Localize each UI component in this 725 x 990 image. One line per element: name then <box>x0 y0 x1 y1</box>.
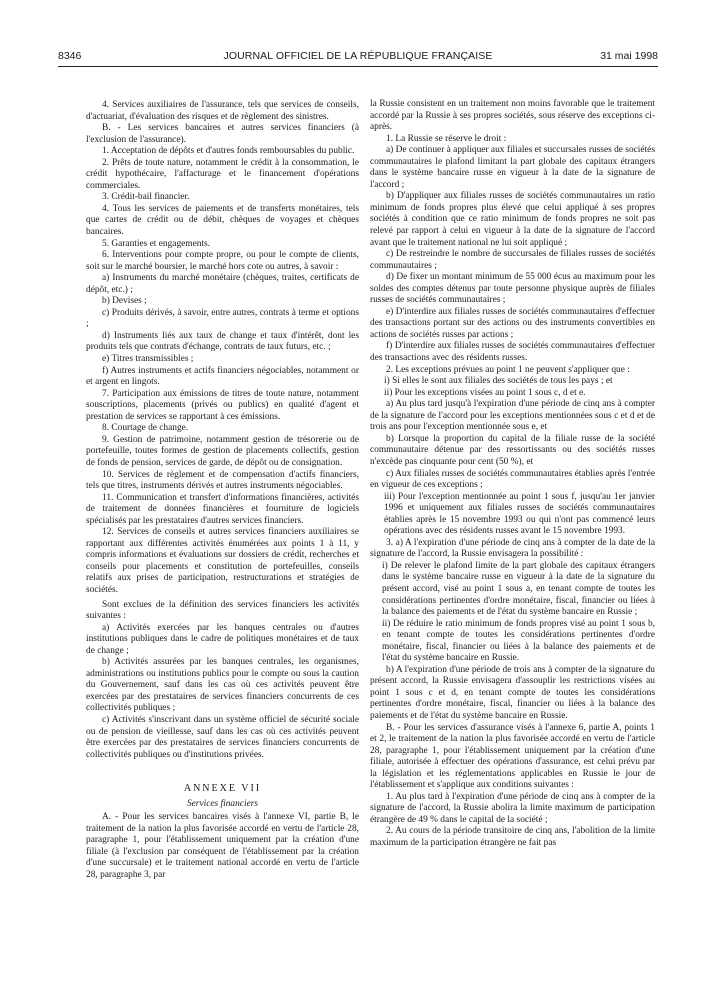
paragraph: 2. Les exceptions prévues au point 1 ne peuvent s'appliquer que : <box>386 364 630 375</box>
paragraph: e) Titres transmissibles ; <box>102 354 194 365</box>
paragraph: a) Au plus tard jusqu'à l'expiration d'une période de cinq ans à compter de la signature de l'accord pour les exceptions mentionnées sous c et d et de trois ans pour l'exception mentionnée sous e, et <box>370 399 655 433</box>
paragraph: i) De relever le plafond limite de la part globale des capitaux étrangers dans le système bancaire russe en vigueur à la date de la signature du présent accord, visé au point 1 sous a, en tenant compte de toutes les considérations pertinentes d'ordre monétaire, fiscal, financier ou liées à la balance des paiements et de l'état du système bancaire en Russie ; <box>382 560 655 618</box>
paragraph: b) Activités assurées par les banques centrales, les organismes, administrations ou institutions publics pour le compte ou sous la caution du Gouvernement, sauf dans les cas où ces activités peuvent être exercées par des prestataires de services financiers concurrents de ces collectivités publiques ; <box>86 657 359 714</box>
paragraph: la Russie consistent en un traitement non moins favorable que le traitement accordé par la Russie à ses propres sociétés, sous réserve des exceptions ci-après. <box>370 99 655 133</box>
paragraph: b) D'appliquer aux filiales russes de sociétés communautaires un ratio minimum de fonds propres plus élevé que celui appliqué à ses propres sociétés à condition que ce ratio minimum de fonds propres ne soit pas relevé par rapport à celui en vigueur à la date de la signature de l'accord avant que le traitement national ne lui soit appliqué ; <box>370 191 655 248</box>
paragraph: d) Instruments liés aux taux de change et taux d'intérêt, dont les produits tels que contrats d'échange, contrats de taux futurs, etc. ; <box>86 330 359 353</box>
paragraph: c) Aux filiales russes de sociétés communautaires établies après l'entrée en vigueur de ces exceptions ; <box>370 468 655 491</box>
paragraph: 5. Garanties et engagements. <box>102 238 211 249</box>
paragraph: B. - Pour les services d'assurance visés à l'annexe 6, partie A, points 1 et 2, le traitement de la nation la plus favorisée accordé en vertu de l'article 28, paragraphe 1, pour l'établissement uniquement par la création d'une filiale, autorisée à effectuer des opérations d'assurance, est celui prévu par la législation et les réglementations applicables en Russie le jour de l'établissement et s'applique aux conditions suivantes : <box>370 722 655 791</box>
paragraph: f) D'interdire aux filiales russes de sociétés communautaires d'effectuer des transactions avec des résidents russes. <box>370 341 655 364</box>
paragraph: c) Activités s'inscrivant dans un système officiel de sécurité sociale ou de pension de vieillesse, sauf dans les cas où ces activités peuvent être exercées par des prestataires de services financiers concurrents de collectivités publiques ou d'institutions privées. <box>86 714 359 760</box>
paragraph: a) Activités exercées par les banques centrales ou d'autres institutions publiques dans le cadre de politiques monétaires et de taux de change ; <box>86 622 359 656</box>
paragraph: d) De fixer un montant minimum de 55 000 écus au maximum pour les soldes des comptes détenus par toute personne physique auprès de filiales russes de sociétés communautaires ; <box>370 272 655 306</box>
annex-subtitle: Services financiers <box>186 798 259 809</box>
paragraph: 10. Services de règlement et de compensation d'actifs financiers, tels que titres, instruments dérivés et autres instruments négociables. <box>86 469 359 492</box>
paragraph: 11. Communication et transfert d'informations financières, activités de traitement de données financières et fourniture de logiciels spécialisés par les prestataires d'autres services financiers. <box>86 492 359 526</box>
page-header <box>58 50 658 66</box>
paragraph: e) D'interdire aux filiales russes de sociétés communautaires d'effectuer des transactions portant sur des actions ou des instruments convertibles en actions de sociétés russes par actions ; <box>370 306 655 340</box>
publication-date: 31 mai 1998 <box>600 50 658 62</box>
page-number: 8346 <box>58 50 82 62</box>
paragraph: a) Instruments du marché monétaire (chèques, traites, certificats de dépôt, etc.) ; <box>86 273 359 295</box>
paragraph: ii) Pour les exceptions visées au point 1 sous c, d et e. <box>384 387 586 398</box>
paragraph: ii) De réduire le ratio minimum de fonds propres visé au point 1 sous b, en tenant compte de toutes les considérations pertinentes d'ordre monétaire, fiscal, financier ou liées à la balance des paiements et de l'état du système bancaire en Russie. <box>382 618 655 664</box>
paragraph: a) De continuer à appliquer aux filiales et succursales russes de sociétés communautaires le plafond limitant la part globale des capitaux étrangers dans le système bancaire russe en vigueur à la date de la signature de l'accord ; <box>370 145 655 190</box>
paragraph: 9. Gestion de patrimoine, notamment gestion de trésorerie ou de portefeuille, toutes formes de gestion de placements collectifs, gestion de fonds de pension, services de garde, de dépôt ou de consignation. <box>86 434 359 468</box>
paragraph: 2. Au cours de la période transitoire de cinq ans, l'abolition de la limite maximum de la participation étrangère ne fait pas <box>370 826 655 848</box>
paragraph: 4. Services auxiliaires de l'assurance, tels que services de conseils, d'actuariat, d'évaluation des risques et de règlement des sinistres. <box>86 100 359 122</box>
left-column <box>86 100 359 882</box>
paragraph: iii) Pour l'exception mentionnée au point 1 sous f, jusqu'au 1er janvier 1996 et uniquement aux filiales russes de sociétés communautaires établies après le 15 novembre 1993 ou qui n'ont pas commencé leurs opérations avec des résidents russes avant le 15 novembre 1993. <box>384 491 655 537</box>
paragraph: b) Lorsque la proportion du capital de la filiale russe de la société communautaire détenue par des ressortissants ou des sociétés russes n'excède pas cinquante pour cent (50 %), et <box>370 433 655 467</box>
annex-title: ANNEXE VII <box>183 783 262 795</box>
paragraph: 7. Participation aux émissions de titres de toute nature, notamment souscriptions, placements (privés ou publics) en qualité d'agent et prestation de services se rapportant à ces émissions. <box>86 388 359 422</box>
paragraph: i) Si elles le sont aux filiales des sociétés de tous les pays ; et <box>384 376 613 387</box>
paragraph: 12. Services de conseils et autres services financiers auxiliaires se rapportant aux différentes activités énumérées aux points 1 à 11, y compris informations et évaluations sur dossiers de crédit, recherches et conseils pour placements et constitution de portefeuilles, conseils relatifs aux prises de participation, restructurations et stratégies de sociétés. <box>86 527 359 595</box>
paragraph: c) De restreindre le nombre de succursales de filiales russes de sociétés communautaires ; <box>370 249 655 271</box>
paragraph: B. - Les services bancaires et autres services financiers (à l'exclusion de l'assurance). <box>86 123 359 145</box>
paragraph: 1. Acceptation de dépôts et d'autres fonds remboursables du public. <box>102 146 355 157</box>
paragraph: b) Devises ; <box>102 296 147 307</box>
paragraph: c) Produits dérivés, à savoir, entre autres, contrats à terme et options ; <box>86 307 359 330</box>
right-column <box>370 99 655 850</box>
paragraph: 2. Prêts de toute nature, notamment le crédit à la consommation, le crédit hypothécaire, l'affacturage et le financement d'opérations commerciales. <box>86 157 359 191</box>
journal-title: JOURNAL OFFICIEL DE LA RÉPUBLIQUE FRANÇAISE <box>223 50 493 62</box>
paragraph: 4. Tous les services de paiements et de transferts monétaires, tels que cartes de crédit ou de débit, chèques de voyages et chèques bancaires. <box>86 203 359 238</box>
header-rule <box>58 66 658 67</box>
paragraph: f) Autres instruments et actifs financiers négociables, notamment or et argent en lingots. <box>86 365 359 388</box>
paragraph: Sont exclues de la définition des services financiers les activités suivantes : <box>86 599 359 622</box>
paragraph: 3. Crédit-bail financier. <box>102 192 190 203</box>
paragraph: 6. Interventions pour compte propre, ou pour le compte de clients, soit sur le marché boursier, le marché hors cote ou autres, à savoir : <box>86 250 359 272</box>
paragraph: 3. a) A l'expiration d'une période de cinq ans à compter de la date de la signature de l'accord, la Russie envisagera la possibilité : <box>370 537 655 560</box>
paragraph: b) A l'expiration d'une période de trois ans à compter de la signature du présent accord, la Russie envisagera d'assouplir les restrictions visées au point 1 sous c et d, en tenant compte de toutes les considérations pertinentes d'ordre monétaire, fiscal, financier ou liées à la balance des paiements et de l'état du système bancaire en Russie. <box>370 664 655 721</box>
paragraph: 1. Au plus tard à l'expiration d'une période de cinq ans à compter de la signature de l'accord, la Russie abolira la limite maximum de participation étrangère de 49 % dans le capital de la société ; <box>370 791 655 825</box>
paragraph: A. - Pour les services bancaires visés à l'annexe VI, partie B, le traitement de la nation la plus favorisée accordé en vertu de l'article 28, paragraphe 1, pour l'établissement uniquement par la création d'une filiale (à l'exclusion par conséquent de l'établissement par la création d'une succursale) et le traitement national accordé en vertu de l'article 28, paragraphe 3, par <box>86 812 359 880</box>
paragraph: 1. La Russie se réserve le droit : <box>386 133 507 144</box>
paragraph: 8. Courtage de change. <box>102 423 189 434</box>
